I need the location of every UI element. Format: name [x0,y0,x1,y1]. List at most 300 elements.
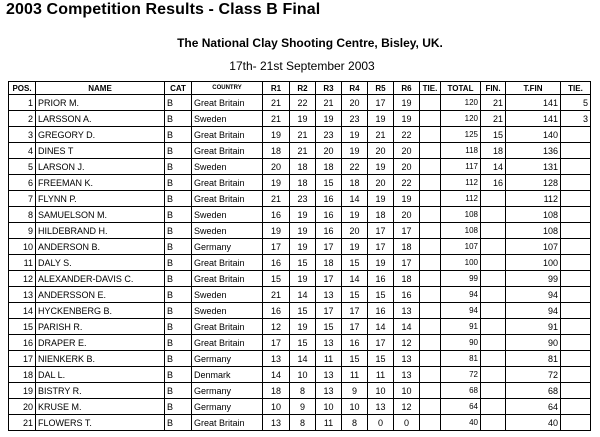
cell-cat: B [165,287,192,303]
table-header-row [9,82,591,95]
cell-country: Great Britain [192,143,263,159]
table-row [9,415,591,431]
cell-r2: 14 [290,351,316,367]
cell-final-tie [561,399,591,415]
cell-country: Sweden [192,223,263,239]
cell-pos: 11 [9,255,36,271]
cell-total: 112 [441,175,481,191]
cell-tie [420,143,441,159]
cell-tfin: 141 [506,95,561,111]
cell-cat: B [165,95,192,111]
cell-r6: 18 [394,271,420,287]
cell-tfin: 68 [506,383,561,399]
cell-r1: 18 [263,143,290,159]
cell-total: 107 [441,239,481,255]
cell-r1: 21 [263,111,290,127]
cell-final-tie [561,367,591,383]
cell-r5: 17 [368,95,394,111]
table-row [9,351,591,367]
header-r6: R6 [394,82,420,95]
cell-r4: 9 [342,383,368,399]
cell-tie [420,287,441,303]
cell-r1: 21 [263,95,290,111]
cell-r3: 13 [316,287,342,303]
cell-r6: 17 [394,223,420,239]
cell-tie [420,255,441,271]
page-title: 2003 Competition Results - Class B Final [6,1,321,18]
cell-country: Great Britain [192,335,263,351]
cell-cat: B [165,335,192,351]
cell-total: 108 [441,207,481,223]
cell-pos: 1 [9,95,36,111]
cell-r6: 17 [394,255,420,271]
cell-tfin: 99 [506,271,561,287]
cell-final-tie [561,415,591,431]
cell-r4: 11 [342,367,368,383]
cell-r1: 16 [263,303,290,319]
cell-pos: 4 [9,143,36,159]
cell-pos: 8 [9,207,36,223]
cell-name: LARSSON A. [36,111,165,127]
cell-r3: 17 [316,239,342,255]
cell-r1: 20 [263,159,290,175]
cell-final-tie [561,175,591,191]
cell-country: Great Britain [192,191,263,207]
cell-r5: 17 [368,239,394,255]
results-body [9,95,591,431]
cell-final-tie [561,303,591,319]
cell-tie [420,95,441,111]
cell-tfin: 94 [506,287,561,303]
cell-name: NIENKERK B. [36,351,165,367]
cell-r5: 16 [368,271,394,287]
cell-r5: 19 [368,111,394,127]
cell-total: 81 [441,351,481,367]
cell-total: 100 [441,255,481,271]
cell-pos: 9 [9,223,36,239]
cell-r1: 19 [263,223,290,239]
cell-r6: 22 [394,175,420,191]
cell-r5: 19 [368,255,394,271]
cell-cat: B [165,303,192,319]
table-row [9,399,591,415]
cell-r5: 18 [368,207,394,223]
cell-fin [481,223,506,239]
cell-cat: B [165,319,192,335]
cell-name: DRAPER E. [36,335,165,351]
cell-r3: 15 [316,175,342,191]
cell-cat: B [165,399,192,415]
table-row [9,111,591,127]
header-country: COUNTRY [192,82,263,95]
cell-r6: 13 [394,351,420,367]
cell-r6: 20 [394,159,420,175]
header-name: NAME [36,82,165,95]
cell-tie [420,271,441,287]
cell-r4: 20 [342,95,368,111]
cell-cat: B [165,351,192,367]
header-r4: R4 [342,82,368,95]
results-table [8,81,591,431]
cell-r3: 20 [316,143,342,159]
cell-r6: 20 [394,207,420,223]
cell-name: LARSON J. [36,159,165,175]
cell-tie [420,223,441,239]
cell-tie [420,367,441,383]
cell-r1: 18 [263,383,290,399]
cell-country: Great Britain [192,175,263,191]
cell-r1: 14 [263,367,290,383]
cell-total: 125 [441,127,481,143]
cell-name: ALEXANDER-DAVIS C. [36,271,165,287]
cell-fin [481,367,506,383]
cell-name: DAL L. [36,367,165,383]
cell-total: 120 [441,111,481,127]
header-pos: POS. [9,82,36,95]
cell-pos: 3 [9,127,36,143]
cell-r4: 17 [342,303,368,319]
cell-tfin: 81 [506,351,561,367]
cell-r2: 19 [290,207,316,223]
cell-tfin: 91 [506,319,561,335]
cell-r4: 15 [342,287,368,303]
cell-final-tie [561,191,591,207]
cell-r6: 10 [394,383,420,399]
cell-r6: 19 [394,95,420,111]
cell-r6: 0 [394,415,420,431]
cell-final-tie [561,239,591,255]
cell-r2: 18 [290,175,316,191]
cell-name: KRUSE M. [36,399,165,415]
cell-r5: 0 [368,415,394,431]
table-row [9,159,591,175]
cell-r5: 20 [368,143,394,159]
cell-total: 90 [441,335,481,351]
cell-r1: 16 [263,255,290,271]
cell-fin [481,207,506,223]
cell-tie [420,335,441,351]
cell-cat: B [165,271,192,287]
cell-cat: B [165,143,192,159]
cell-cat: B [165,383,192,399]
cell-r2: 8 [290,415,316,431]
cell-r3: 13 [316,383,342,399]
table-row [9,367,591,383]
cell-total: 94 [441,287,481,303]
cell-tie [420,175,441,191]
table-row [9,303,591,319]
cell-r6: 12 [394,335,420,351]
cell-fin: 21 [481,111,506,127]
cell-name: FLOWERS T. [36,415,165,431]
cell-cat: B [165,367,192,383]
cell-r2: 18 [290,159,316,175]
cell-r2: 19 [290,319,316,335]
cell-r2: 15 [290,335,316,351]
cell-tfin: 94 [506,303,561,319]
table-row [9,319,591,335]
cell-name: ANDERSSON E. [36,287,165,303]
cell-total: 112 [441,191,481,207]
cell-final-tie [561,319,591,335]
cell-r1: 12 [263,319,290,335]
cell-country: Sweden [192,287,263,303]
cell-pos: 16 [9,335,36,351]
cell-r4: 18 [342,175,368,191]
cell-pos: 2 [9,111,36,127]
cell-total: 68 [441,383,481,399]
cell-country: Germany [192,383,263,399]
cell-name: BISTRY R. [36,383,165,399]
cell-pos: 5 [9,159,36,175]
cell-total: 117 [441,159,481,175]
cell-pos: 15 [9,319,36,335]
cell-tie [420,159,441,175]
cell-tie [420,383,441,399]
cell-fin [481,287,506,303]
cell-fin [481,191,506,207]
cell-r6: 18 [394,239,420,255]
cell-tfin: 108 [506,207,561,223]
cell-r2: 15 [290,255,316,271]
cell-name: FLYNN P. [36,191,165,207]
cell-country: Great Britain [192,271,263,287]
cell-cat: B [165,191,192,207]
cell-final-tie: 3 [561,111,591,127]
cell-r5: 11 [368,367,394,383]
table-row [9,255,591,271]
cell-pos: 17 [9,351,36,367]
cell-tie [420,111,441,127]
cell-r2: 10 [290,367,316,383]
cell-final-tie [561,207,591,223]
cell-name: PARISH R. [36,319,165,335]
cell-fin [481,351,506,367]
cell-pos: 7 [9,191,36,207]
cell-final-tie [561,255,591,271]
cell-fin [481,319,506,335]
cell-r6: 13 [394,367,420,383]
cell-tfin: 136 [506,143,561,159]
cell-country: Great Britain [192,95,263,111]
cell-total: 94 [441,303,481,319]
cell-fin [481,255,506,271]
header-fin: FIN. [481,82,506,95]
cell-tie [420,239,441,255]
cell-fin: 18 [481,143,506,159]
table-row [9,143,591,159]
cell-country: Germany [192,351,263,367]
cell-r3: 16 [316,223,342,239]
cell-r3: 16 [316,191,342,207]
cell-tie [420,399,441,415]
cell-total: 99 [441,271,481,287]
cell-r4: 19 [342,143,368,159]
cell-tfin: 141 [506,111,561,127]
cell-fin: 16 [481,175,506,191]
cell-r5: 19 [368,159,394,175]
cell-name: ANDERSON B. [36,239,165,255]
cell-country: Germany [192,399,263,415]
cell-country: Great Britain [192,415,263,431]
cell-final-tie: 5 [561,95,591,111]
cell-fin [481,303,506,319]
cell-tfin: 100 [506,255,561,271]
cell-r1: 15 [263,271,290,287]
cell-final-tie [561,127,591,143]
event-dates: 17th- 21st September 2003 [229,59,375,73]
cell-pos: 18 [9,367,36,383]
cell-name: DINES T [36,143,165,159]
cell-r6: 14 [394,319,420,335]
cell-country: Sweden [192,207,263,223]
cell-cat: B [165,175,192,191]
cell-r3: 15 [316,319,342,335]
cell-r3: 17 [316,271,342,287]
cell-final-tie [561,383,591,399]
cell-r4: 20 [342,223,368,239]
header-r2: R2 [290,82,316,95]
cell-r1: 21 [263,287,290,303]
cell-country: Sweden [192,159,263,175]
cell-cat: B [165,223,192,239]
cell-final-tie [561,335,591,351]
cell-pos: 13 [9,287,36,303]
cell-fin [481,335,506,351]
cell-name: HILDEBRAND H. [36,223,165,239]
cell-total: 64 [441,399,481,415]
cell-r6: 19 [394,191,420,207]
cell-pos: 21 [9,415,36,431]
cell-pos: 20 [9,399,36,415]
header-tie: TIE. [420,82,441,95]
cell-r1: 13 [263,415,290,431]
cell-cat: B [165,111,192,127]
cell-cat: B [165,207,192,223]
cell-r5: 14 [368,319,394,335]
cell-total: 72 [441,367,481,383]
cell-name: GREGORY D. [36,127,165,143]
cell-r5: 17 [368,223,394,239]
cell-r5: 15 [368,287,394,303]
cell-final-tie [561,351,591,367]
cell-pos: 10 [9,239,36,255]
cell-name: DALY S. [36,255,165,271]
cell-r3: 19 [316,111,342,127]
cell-r1: 19 [263,175,290,191]
cell-r4: 19 [342,207,368,223]
cell-r4: 19 [342,127,368,143]
cell-name: FREEMAN K. [36,175,165,191]
cell-r4: 14 [342,271,368,287]
cell-total: 108 [441,223,481,239]
cell-country: Great Britain [192,319,263,335]
table-row [9,383,591,399]
cell-r5: 15 [368,351,394,367]
cell-tie [420,127,441,143]
cell-name: PRIOR M. [36,95,165,111]
cell-cat: B [165,239,192,255]
cell-fin [481,415,506,431]
table-row [9,335,591,351]
cell-cat: B [165,159,192,175]
cell-r5: 13 [368,399,394,415]
table-row [9,95,591,111]
cell-r2: 14 [290,287,316,303]
cell-fin [481,399,506,415]
header-tfin: T.FIN [506,82,561,95]
cell-pos: 19 [9,383,36,399]
cell-r6: 16 [394,287,420,303]
cell-tfin: 40 [506,415,561,431]
cell-r2: 22 [290,95,316,111]
table-row [9,271,591,287]
cell-r1: 10 [263,399,290,415]
cell-r3: 23 [316,127,342,143]
cell-r2: 15 [290,303,316,319]
table-row [9,191,591,207]
cell-final-tie [561,223,591,239]
cell-tfin: 108 [506,223,561,239]
header-r3: R3 [316,82,342,95]
cell-pos: 6 [9,175,36,191]
cell-tie [420,351,441,367]
cell-r4: 23 [342,111,368,127]
cell-tfin: 72 [506,367,561,383]
cell-r6: 19 [394,111,420,127]
cell-tfin: 90 [506,335,561,351]
venue-subtitle: The National Clay Shooting Centre, Bisley, UK. [177,36,443,50]
cell-r6: 13 [394,303,420,319]
cell-r4: 10 [342,399,368,415]
cell-fin [481,239,506,255]
cell-r3: 13 [316,367,342,383]
cell-r6: 12 [394,399,420,415]
cell-r3: 13 [316,335,342,351]
cell-r1: 17 [263,335,290,351]
cell-r3: 16 [316,207,342,223]
cell-r2: 19 [290,111,316,127]
cell-r1: 16 [263,207,290,223]
table-row [9,175,591,191]
cell-r3: 10 [316,399,342,415]
cell-pos: 12 [9,271,36,287]
cell-cat: B [165,255,192,271]
cell-r3: 18 [316,159,342,175]
cell-r2: 19 [290,239,316,255]
cell-total: 118 [441,143,481,159]
cell-r5: 16 [368,303,394,319]
table-row [9,223,591,239]
cell-r5: 20 [368,175,394,191]
cell-r5: 19 [368,191,394,207]
cell-r3: 11 [316,351,342,367]
cell-fin: 15 [481,127,506,143]
header-final-tie: TIE. [561,82,591,95]
cell-tie [420,191,441,207]
cell-r2: 19 [290,223,316,239]
cell-r5: 17 [368,335,394,351]
cell-tfin: 112 [506,191,561,207]
cell-fin: 14 [481,159,506,175]
cell-r1: 17 [263,239,290,255]
cell-final-tie [561,271,591,287]
cell-r4: 22 [342,159,368,175]
cell-r5: 10 [368,383,394,399]
cell-r6: 22 [394,127,420,143]
cell-tfin: 131 [506,159,561,175]
cell-r1: 21 [263,191,290,207]
